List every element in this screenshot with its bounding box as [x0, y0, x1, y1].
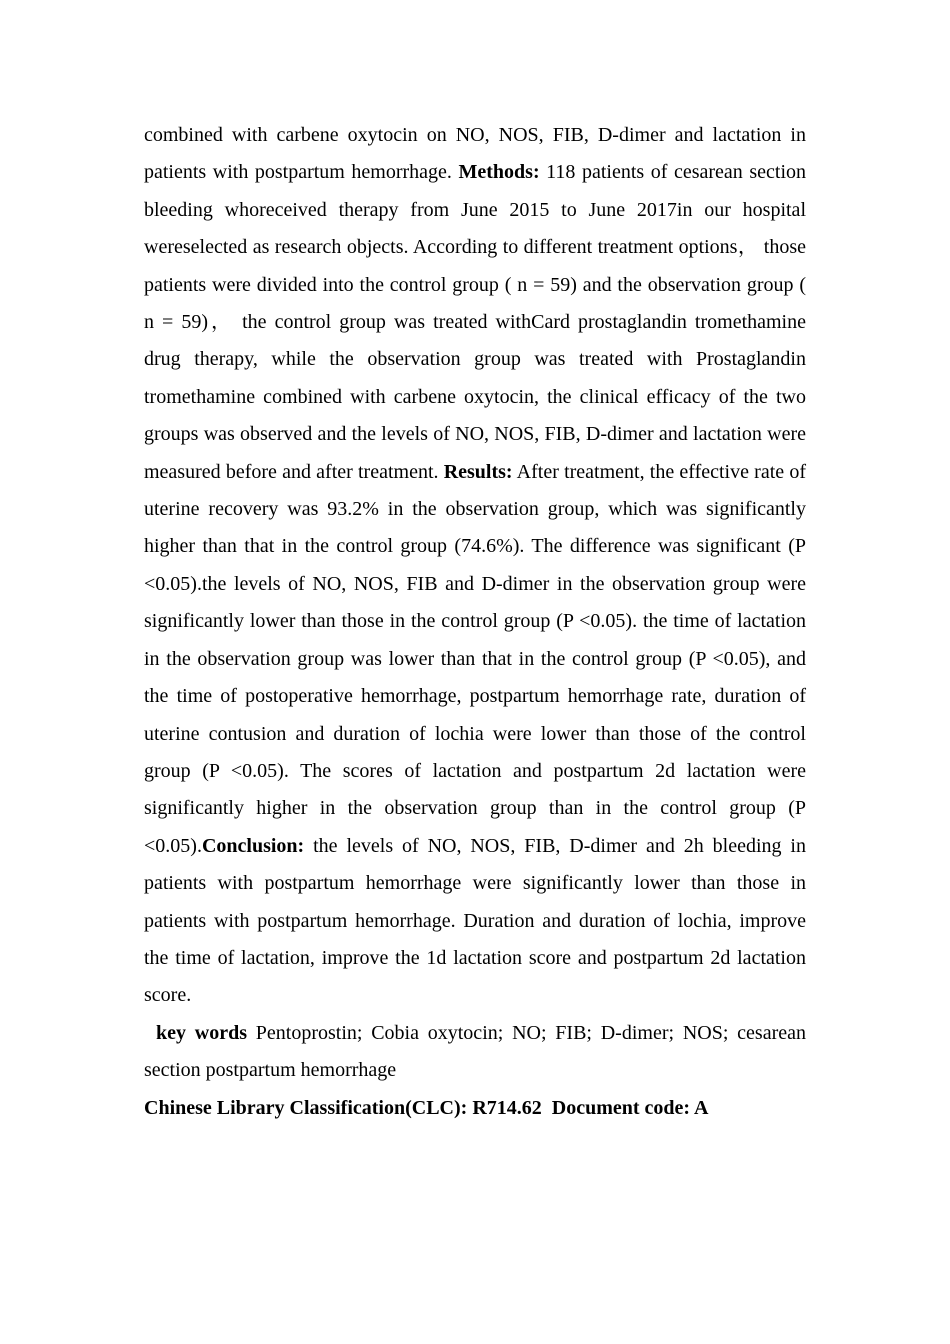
keywords-paragraph	[144, 1015, 806, 1090]
classification-line	[144, 1090, 806, 1127]
abstract-paragraph	[144, 117, 806, 1015]
document-code: Document code: A	[551, 1096, 709, 1119]
results-label: Results:	[443, 460, 513, 483]
methods-label: Methods:	[458, 161, 540, 184]
conclusion-text: the levels of NO, NOS, FIB, D-dimer and 2h bleeding in patients with postpartum hemorrhage were significantly lower than those in patients with postpartum hemorrhage. Duration and duration of lochia, improve the time of lactation, improve the 1d lactation score and postpartum 2d lactation score.	[144, 834, 806, 1007]
methods-text: 118 patients of cesarean section bleeding whoreceived therapy from June 2015 to June 2017in our hospital wereselected as research objects. According to different treatment options， those patients were divided into the control group ( n = 59) and the observation group ( n = 59)， the control group was treated withCard prostaglandin tromethamine drug therapy, while the observation group was treated with Prostaglandin tromethamine combined with carbene oxytocin, the clinical efficacy of the two groups was observed and the levels of NO, NOS, FIB, D-dimer and lactation were measured before and after treatment.	[144, 161, 806, 483]
document-page	[144, 117, 806, 1127]
abstract-intro: combined with carbene oxytocin on NO, NOS, FIB, D-dimer and lactation in patients with postpartum hemorrhage.	[144, 124, 806, 184]
clc-code: Chinese Library Classification(CLC): R714.62	[144, 1096, 542, 1119]
keywords-text: Pentoprostin; Cobia oxytocin; NO; FIB; D-dimer; NOS; cesarean section postpartum hemorrhage	[144, 1021, 806, 1082]
results-text: After treatment, the effective rate of uterine recovery was 93.2% in the observation group, which was significantly higher than that in the control group (74.6%). The difference was significant (P <0.05).the levels of NO, NOS, FIB and D-dimer in the observation group were significantly lower than those in the control group (P <0.05). the time of lactation in the observation group was lower than that in the control group (P <0.05), and the time of postoperative hemorrhage, postpartum hemorrhage rate, duration of uterine contusion and duration of lochia were lower than those of the control group (P <0.05). The scores of lactation and postpartum 2d lactation were significantly higher in the observation group than in the control group (P <0.05).	[144, 460, 807, 857]
conclusion-label: Conclusion:	[201, 834, 305, 857]
keywords-label: key words	[156, 1021, 247, 1044]
